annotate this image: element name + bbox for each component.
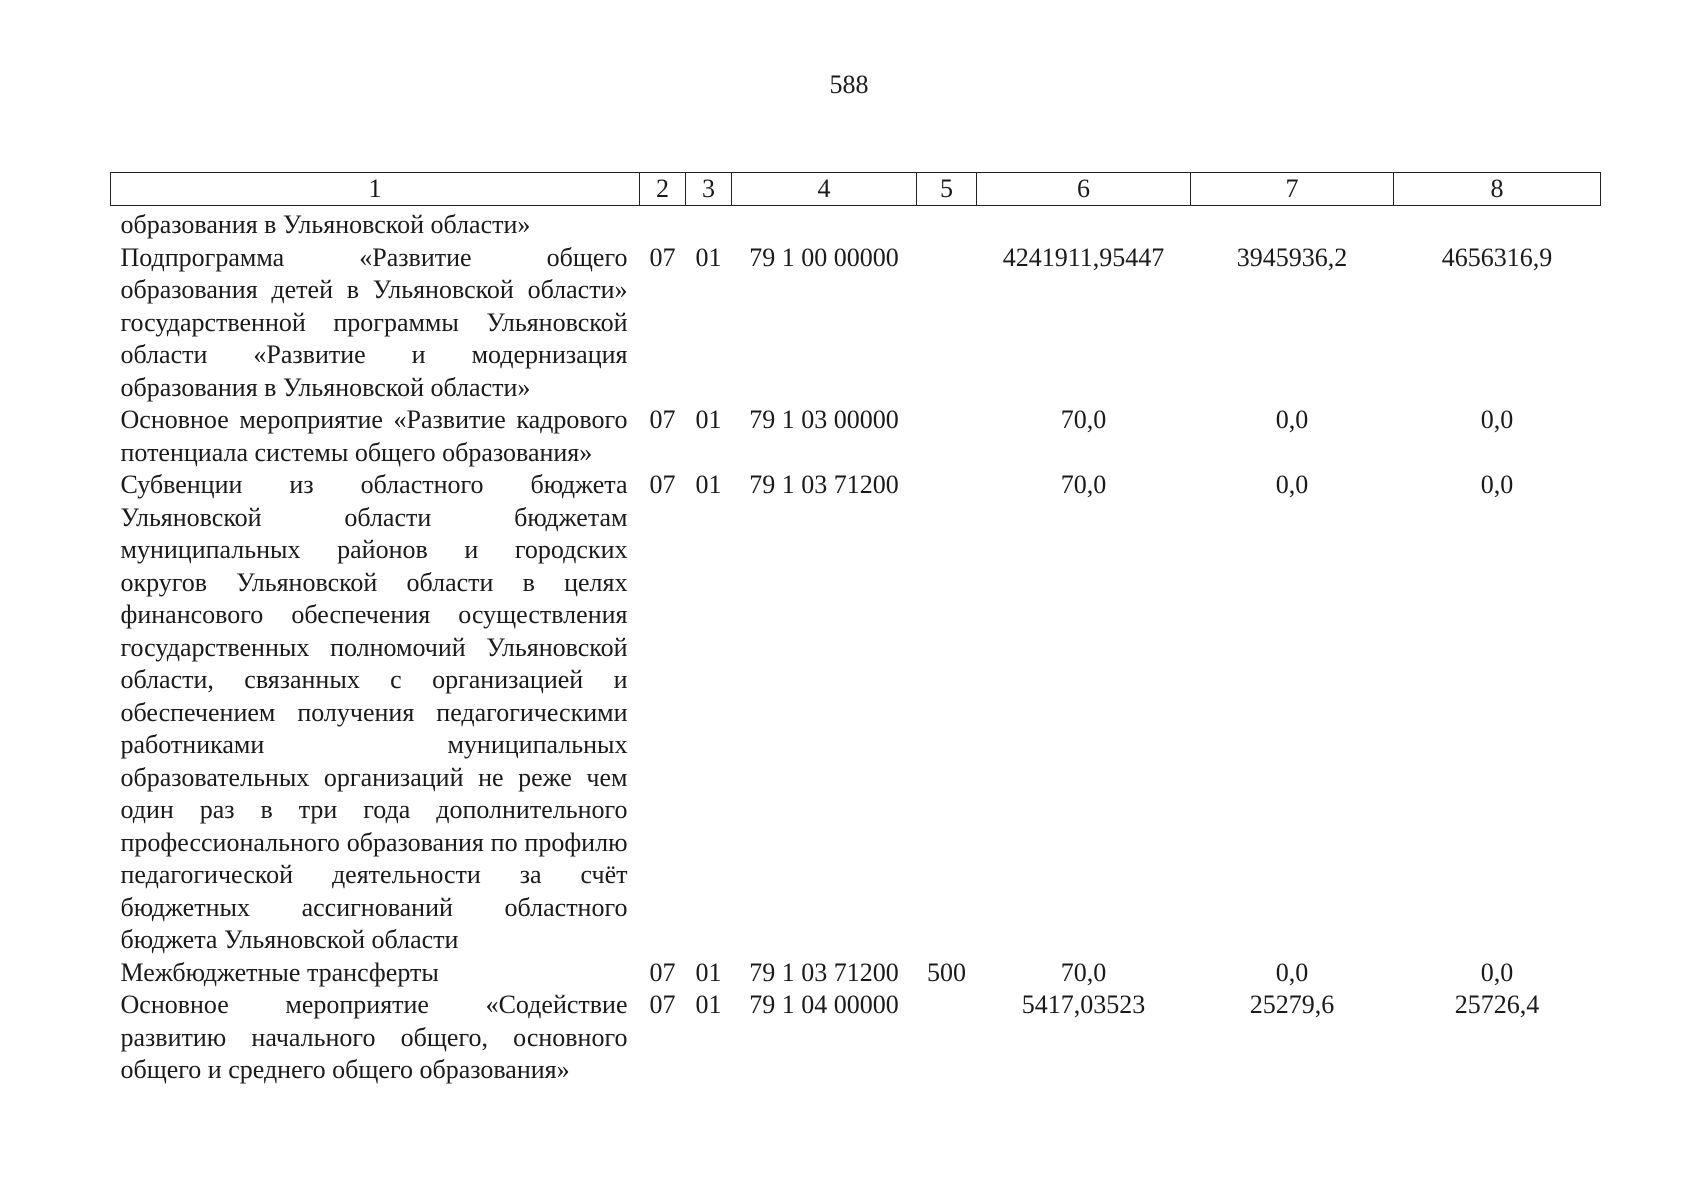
page-number: 588 — [829, 70, 869, 99]
column-header-7: 7 — [1191, 173, 1394, 206]
table-row — [111, 957, 1601, 990]
row-value-7: 0,0 — [1275, 470, 1309, 499]
row-value-8 — [1394, 206, 1601, 242]
row-value-7: 3945936,2 — [1236, 242, 1348, 272]
row-subsection: 01 — [695, 470, 722, 499]
column-header-5: 5 — [917, 173, 977, 206]
row-value-7: 0,0 — [1275, 957, 1309, 987]
row-target: 79 1 04 00000 — [749, 990, 899, 1019]
column-header-8: 8 — [1394, 173, 1601, 206]
row-value-7: 0,0 — [1275, 405, 1309, 434]
row-target — [732, 206, 917, 242]
row-section: 07 — [649, 990, 676, 1019]
column-header-6: 6 — [977, 173, 1191, 206]
row-value-6: 5417,03523 — [1021, 990, 1146, 1019]
row-expense-type — [917, 404, 977, 469]
table-row — [111, 469, 1601, 957]
row-expense-type: 500 — [927, 957, 966, 987]
row-name: Подпрограмма «Развитие общего образования детей в Ульяновской области» государственной программы Ульяновской области «Развитие и модернизация образования в Ульяновской области» — [120, 242, 628, 402]
row-value-7 — [1191, 206, 1394, 242]
row-value-6 — [977, 206, 1191, 242]
row-section — [640, 206, 686, 242]
row-value-8: 4656316,9 — [1441, 242, 1553, 272]
budget-table — [110, 172, 1601, 1087]
row-name: Межбюджетные трансферты — [120, 957, 439, 987]
row-name: Субвенции из областного бюджета Ульяновской области бюджетам муниципальных районов и городских округов Ульяновской области в целях финансового обеспечения осуществления государственных полномочий Ульяновской области, связанных с организацией и обеспечением получения педагогическими работниками муниципальных образовательных организаций не реже чем один раз в три года дополнительного профессионального образования по профилю педагогической деятельности за счёт бюджетных ассигнований областного бюджета Ульяновской области — [120, 470, 628, 954]
row-name: образования в Ульяновской области» — [120, 210, 531, 239]
row-target: 79 1 03 71200 — [749, 957, 899, 987]
row-expense-type — [917, 206, 977, 242]
row-expense-type — [917, 989, 977, 1087]
table-row — [111, 404, 1601, 469]
row-value-8: 0,0 — [1480, 957, 1514, 987]
row-value-6: 70,0 — [1060, 470, 1107, 499]
row-value-8: 25726,4 — [1454, 990, 1540, 1019]
row-name: Основное мероприятие «Развитие кадрового потенциала системы общего образования» — [120, 405, 628, 467]
column-header-3: 3 — [686, 173, 732, 206]
column-header-4: 4 — [732, 173, 917, 206]
row-section: 07 — [649, 242, 676, 272]
row-value-7: 25279,6 — [1249, 990, 1335, 1019]
row-subsection: 01 — [695, 990, 722, 1019]
row-target: 79 1 03 71200 — [749, 470, 899, 499]
row-expense-type — [917, 242, 977, 405]
row-subsection: 01 — [695, 242, 722, 272]
row-value-6: 70,0 — [1060, 957, 1107, 987]
row-section: 07 — [649, 470, 676, 499]
row-subsection: 01 — [695, 957, 722, 987]
row-value-8: 0,0 — [1480, 470, 1514, 499]
row-subsection: 01 — [695, 405, 722, 434]
row-name: Основное мероприятие «Содействие развитию начального общего, основного общего и среднего общего образования» — [120, 990, 628, 1084]
column-header-1: 1 — [111, 173, 640, 206]
row-target: 79 1 00 00000 — [749, 242, 899, 272]
row-section: 07 — [649, 405, 676, 434]
row-value-6: 4241911,95447 — [1002, 242, 1165, 272]
row-expense-type — [917, 469, 977, 957]
table-row — [111, 989, 1601, 1087]
row-subsection — [686, 206, 732, 242]
table-row — [111, 242, 1601, 405]
row-value-8: 0,0 — [1480, 405, 1514, 434]
row-target: 79 1 03 00000 — [749, 405, 899, 434]
table-row — [111, 206, 1601, 242]
row-value-6: 70,0 — [1060, 405, 1107, 434]
column-header-2: 2 — [640, 173, 686, 206]
row-section: 07 — [649, 957, 676, 987]
table-header-row — [111, 173, 1601, 206]
